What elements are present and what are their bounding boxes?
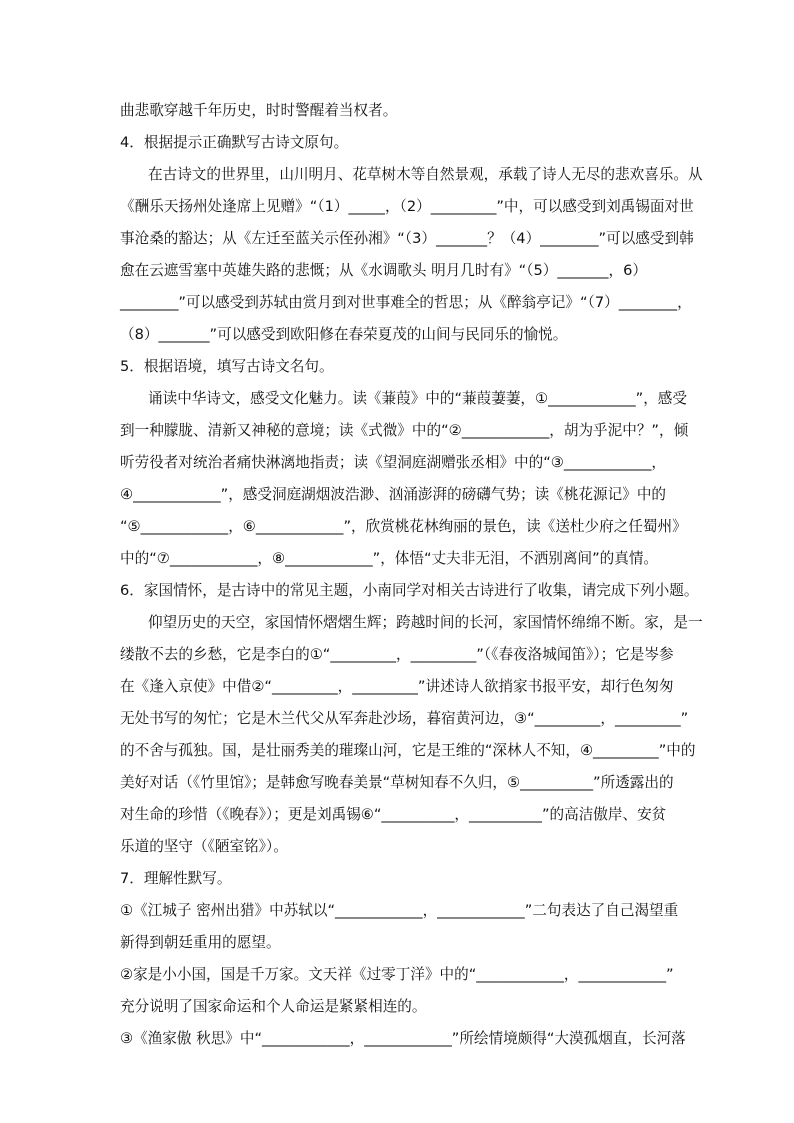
text-line: ③《渔家傲 秋思》中“____________，____________”所绘情境颇得“大漠孤烟直，长河落 [120, 1030, 686, 1047]
text-line: 乐道的坚守（《陋室铭》）。 [120, 838, 288, 855]
text-line: 5．根据语境，填写古诗文名句。 [120, 358, 334, 375]
text-line: 听劳役者对统治者痛快淋漓地指责；读《望洞庭湖赠张丞相》中的“③____________， [120, 454, 667, 471]
text-line: ④____________”，感受洞庭湖烟波浩渺、汹涌澎湃的磅礴气势；读《桃花源记》中的 [120, 486, 667, 503]
text-line: “⑤____________，⑥____________”，欣赏桃花林绚丽的景色，读《送杜少府之任蜀州》 [120, 518, 687, 535]
text-line: 到一种朦胧、清新又神秘的意境；读《式微》中的“②____________，胡为乎泥中？”，倾 [120, 422, 689, 439]
text-line: 7．理解性默写。 [120, 870, 232, 887]
text-line: 诵读中华诗文，感受文化魅力。读《蒹葭》中的“蒹葭萋萋，①____________”，感受 [148, 390, 687, 407]
text-line: 充分说明了国家命运和个人命运是紧紧相连的。 [120, 998, 427, 1015]
text-line: 无处书写的匆忙；它是木兰代父从军奔赴沙场，暮宿黄河边，③“_________，_________” [120, 710, 689, 727]
text-line: 6．家国情怀，是古诗中的常见主题，小南同学对相关古诗进行了收集，请完成下列小题。 [120, 582, 699, 599]
text-line: 4．根据提示正确默写古诗文原句。 [120, 134, 349, 151]
text-line: ①《江城子 密州出猎》中苏轼以“____________，____________”二句表达了自己渴望重 [120, 902, 679, 919]
text-line: 愈在云遮雪塞中英雄失路的悲慨；从《水调歌头 明月几时有》“（5）_______，6） [120, 262, 647, 279]
text-line: 曲悲歌穿越千年历史，时时警醒着当权者。 [120, 102, 398, 119]
text-line: 事沧桑的豁达；从《左迁至蓝关示侄孙湘》“（3）_______？（4）________”可以感受到韩 [120, 230, 694, 247]
text-line: ________”可以感受到苏轼由赏月到对世事难全的哲思；从《醉翁亭记》“（7）________， [120, 294, 692, 311]
text-line: （8）_______”可以感受到欧阳修在春荣夏茂的山间与民同乐的愉悦。 [120, 326, 568, 343]
text-line: 缕散不去的乡愁，它是李白的①“_________，_________”（《春夜洛城闻笛》）；它是岑参 [120, 646, 674, 663]
text-line: 《酬乐天扬州处逢席上见赠》“（1）_____，（2）_________”中，可以感受到刘禹锡面对世 [120, 198, 694, 215]
text-line: 在古诗文的世界里，山川明月、花草树木等自然景观，承载了诗人无尽的悲欢喜乐。从 [148, 166, 703, 183]
text-line: 在《逢入京使》中借②“_________，_________”讲述诗人欲捎家书报平安，却行色匆匆 [120, 678, 674, 695]
text-line: 美好对话（《竹里馆》；是韩愈写晚春美景“草树知春不久归，⑤__________”所透露出的 [120, 774, 674, 791]
text-line: 中的“⑦____________，⑧____________”，体悟“丈夫非无泪，不洒别离间”的真情。 [120, 550, 659, 567]
text-line: 对生命的珍惜（《晚春》）；更是刘禹锡⑥“__________，__________”的高洁傲岸、安贫 [120, 806, 667, 823]
text-line: 仰望历史的天空，家国情怀熠熠生辉；跨越时间的长河，家国情怀绵绵不断。家，是一 [148, 614, 703, 631]
text-line: ②家是小小国，国是千万家。文天祥《过零丁洋》中的“____________，____________” [120, 966, 674, 983]
text-line: 新得到朝廷重用的愿望。 [120, 934, 281, 951]
text-line: 的不舍与孤独。国，是壮丽秀美的璀璨山河，它是王维的“深林人不知，④_________”中的 [120, 742, 696, 759]
